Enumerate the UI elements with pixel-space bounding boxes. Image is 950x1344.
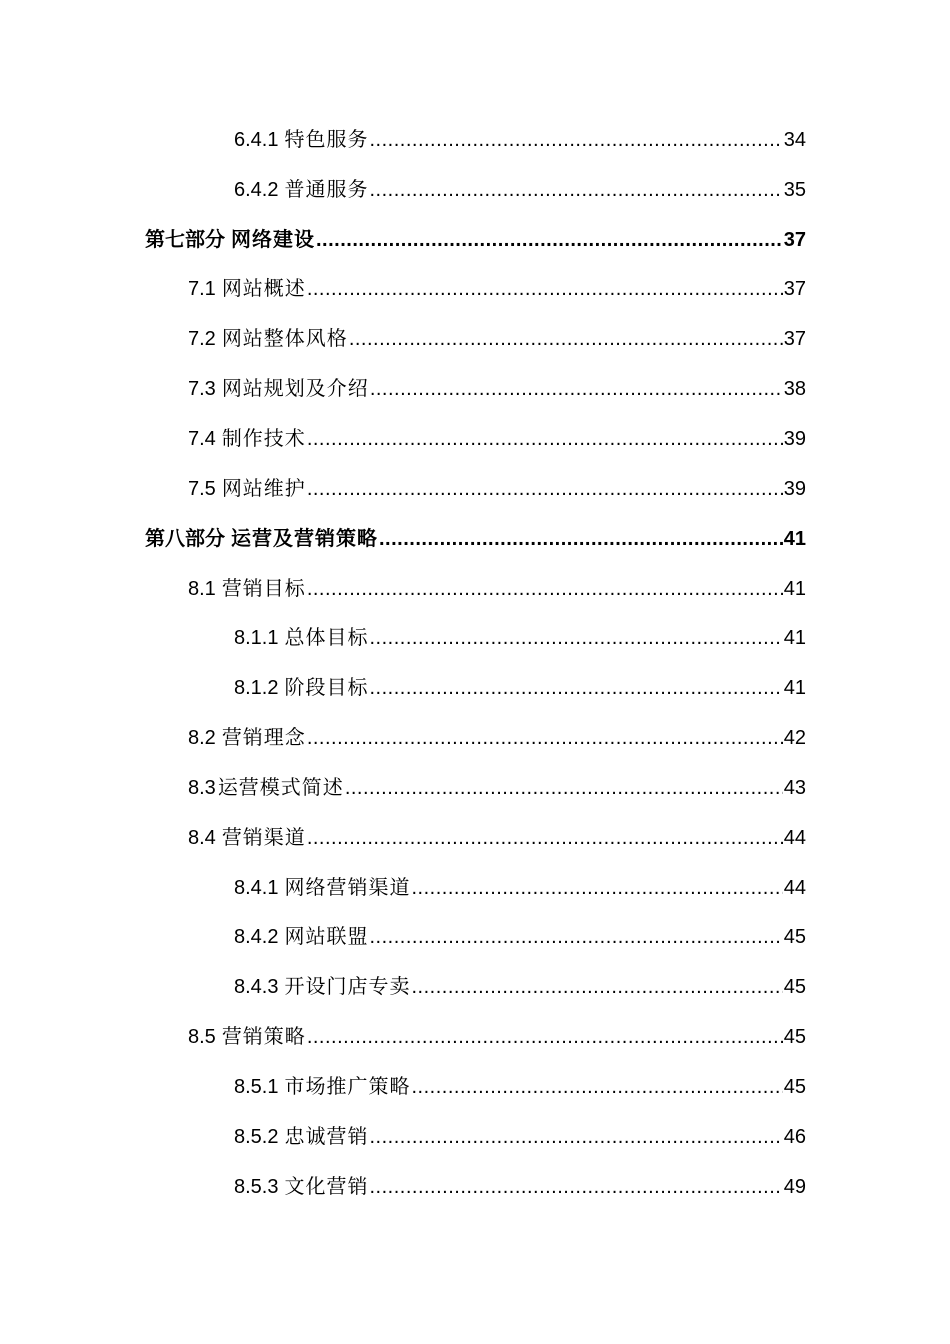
toc-entry-title: 市场推广策略 — [284, 1075, 411, 1098]
toc-entry-title: 文化营销 — [284, 1175, 369, 1198]
toc-entry-title: 网络营销渠道 — [284, 876, 411, 899]
toc-entry-number: 7.3 — [188, 378, 216, 401]
toc-entry-8-3[interactable] — [0, 763, 950, 813]
dot-leader — [369, 628, 782, 648]
dot-leader — [369, 180, 782, 200]
toc-entry-title: 网站维护 — [221, 477, 306, 500]
toc-entry-page: 37 — [783, 328, 806, 351]
dot-leader — [307, 579, 783, 599]
toc-entry-page: 49 — [783, 1175, 806, 1198]
dot-leader — [379, 529, 783, 549]
toc-entry-title: 忠诚营销 — [284, 1125, 369, 1148]
toc-entry-number: 第八部分 — [145, 527, 225, 550]
toc-entry-title: 营销渠道 — [221, 826, 306, 849]
toc-entry-page: 37 — [783, 228, 806, 251]
dot-leader — [369, 130, 782, 150]
toc-entry-page: 41 — [783, 577, 806, 600]
toc-entry-7-3[interactable] — [0, 364, 950, 414]
toc-entry-number: 8.1 — [188, 577, 216, 600]
toc-entry-page: 42 — [783, 727, 806, 750]
toc-entry-7-5[interactable] — [0, 464, 950, 514]
toc-entry-page: 37 — [783, 278, 806, 301]
dot-leader — [307, 828, 783, 848]
dot-leader — [411, 878, 782, 898]
toc-entry-title: 开设门店专卖 — [284, 976, 411, 999]
toc-entry-page: 46 — [783, 1125, 806, 1148]
toc-entry-page: 41 — [783, 627, 806, 650]
toc-entry-page: 44 — [783, 826, 806, 849]
toc-entry-title: 特色服务 — [284, 128, 369, 151]
toc-entry-7-2[interactable] — [0, 314, 950, 364]
toc-entry-page: 45 — [783, 1026, 806, 1049]
toc-entry-8-5[interactable] — [0, 1012, 950, 1062]
dot-leader — [369, 1127, 782, 1147]
toc-entry-number: 7.2 — [188, 328, 216, 351]
toc-entry-number: 7.4 — [188, 427, 216, 450]
toc-entry-page: 38 — [783, 378, 806, 401]
toc-entry-8-2[interactable] — [0, 713, 950, 763]
toc-entry-number: 8.1.1 — [234, 627, 279, 650]
toc-entry-title: 总体目标 — [284, 627, 369, 650]
toc-entry-title: 运营模式简述 — [217, 776, 344, 799]
dot-leader — [349, 329, 783, 349]
toc-entry-number: 6.4.2 — [234, 178, 279, 201]
toc-entry-8-1-2[interactable] — [0, 663, 950, 713]
toc-entry-page: 43 — [783, 776, 806, 799]
dot-leader — [307, 728, 783, 748]
toc-entry-number: 8.1.2 — [234, 677, 279, 700]
toc-entry-8-1[interactable] — [0, 564, 950, 614]
dot-leader — [369, 678, 782, 698]
toc-entry-number: 8.3 — [188, 776, 216, 799]
toc-entry-title: 网站概述 — [221, 278, 306, 301]
toc-entry-number: 8.4 — [188, 826, 216, 849]
dot-leader — [411, 1077, 782, 1097]
toc-entry-6-4-1[interactable] — [0, 115, 950, 165]
toc-entry-8-4-1[interactable] — [0, 863, 950, 913]
toc-entry-number: 8.4.3 — [234, 976, 279, 999]
toc-entry-title: 营销策略 — [221, 1026, 306, 1049]
toc-entry-page: 39 — [783, 477, 806, 500]
toc-entry-title: 网络建设 — [231, 228, 315, 251]
toc-entry-number: 6.4.1 — [234, 128, 279, 151]
toc-entry-part-7[interactable] — [0, 215, 950, 265]
table-of-contents — [0, 115, 950, 1212]
toc-entry-title: 营销理念 — [221, 727, 306, 750]
toc-entry-title: 网站规划及介绍 — [221, 378, 369, 401]
toc-entry-7-4[interactable] — [0, 414, 950, 464]
toc-entry-page: 34 — [783, 128, 806, 151]
toc-entry-page: 41 — [783, 677, 806, 700]
toc-entry-page: 45 — [783, 976, 806, 999]
toc-entry-8-4[interactable] — [0, 813, 950, 863]
toc-entry-number: 8.5.1 — [234, 1075, 279, 1098]
toc-entry-page: 44 — [783, 876, 806, 899]
toc-entry-number: 8.4.2 — [234, 926, 279, 949]
toc-entry-title: 阶段目标 — [284, 677, 369, 700]
dot-leader — [345, 778, 783, 798]
toc-entry-8-4-3[interactable] — [0, 962, 950, 1012]
dot-leader — [370, 379, 783, 399]
dot-leader — [369, 927, 782, 947]
toc-entry-number: 7.1 — [188, 278, 216, 301]
toc-entry-page: 35 — [783, 178, 806, 201]
toc-entry-page: 41 — [783, 527, 806, 550]
dot-leader — [316, 230, 783, 250]
toc-entry-title: 营销目标 — [221, 577, 306, 600]
toc-entry-8-1-1[interactable] — [0, 613, 950, 663]
dot-leader — [307, 1027, 783, 1047]
toc-entry-number: 8.5 — [188, 1026, 216, 1049]
toc-entry-title: 运营及营销策略 — [231, 527, 378, 550]
toc-entry-8-5-1[interactable] — [0, 1062, 950, 1112]
dot-leader — [307, 279, 783, 299]
dot-leader — [307, 479, 783, 499]
toc-entry-number: 第七部分 — [145, 228, 225, 251]
dot-leader — [411, 977, 782, 997]
toc-entry-7-1[interactable] — [0, 265, 950, 315]
toc-entry-8-4-2[interactable] — [0, 913, 950, 963]
toc-entry-number: 7.5 — [188, 477, 216, 500]
toc-entry-page: 45 — [783, 1075, 806, 1098]
toc-entry-6-4-2[interactable] — [0, 165, 950, 215]
toc-entry-title: 普通服务 — [284, 178, 369, 201]
dot-leader — [369, 1177, 782, 1197]
toc-entry-8-5-3[interactable] — [0, 1162, 950, 1212]
toc-entry-number: 8.4.1 — [234, 876, 279, 899]
toc-entry-number: 8.5.3 — [234, 1175, 279, 1198]
toc-entry-8-5-2[interactable] — [0, 1112, 950, 1162]
toc-entry-part-8[interactable] — [0, 514, 950, 564]
toc-entry-title: 网站联盟 — [284, 926, 369, 949]
toc-entry-title: 网站整体风格 — [221, 328, 348, 351]
dot-leader — [307, 429, 783, 449]
toc-entry-page: 45 — [783, 926, 806, 949]
toc-entry-title: 制作技术 — [221, 427, 306, 450]
toc-entry-page: 39 — [783, 427, 806, 450]
toc-entry-number: 8.2 — [188, 727, 216, 750]
toc-entry-number: 8.5.2 — [234, 1125, 279, 1148]
